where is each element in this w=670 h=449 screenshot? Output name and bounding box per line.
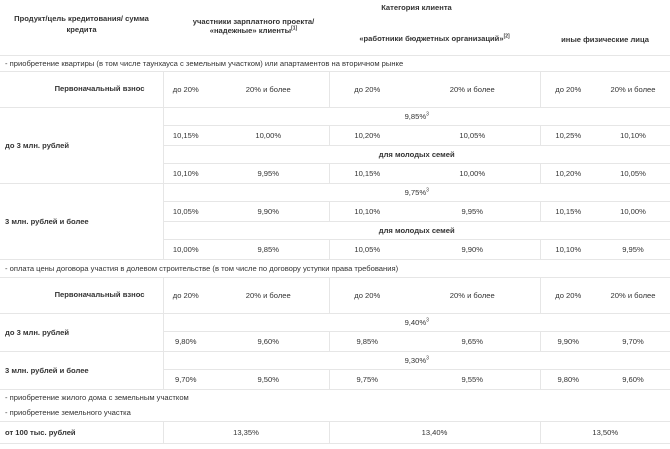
special-rate (163, 107, 670, 125)
rate-cell: 9,65% (405, 331, 540, 351)
col-salary-header (163, 17, 329, 35)
salary-upto20: до 20% (163, 71, 208, 107)
section-land: - приобретение земельного участка (0, 405, 670, 421)
rate-cell: 9,95% (596, 239, 670, 259)
rate-cell: 10,00% (405, 163, 540, 183)
other-from20: 20% и более (596, 71, 670, 107)
rate-cell: 10,15% (163, 125, 208, 145)
rate-cell: 13,50% (540, 421, 670, 443)
rate-cell: 9,75% (329, 369, 405, 389)
rate-cell: 9,85% (208, 239, 329, 259)
rate-cell: 10,05% (596, 163, 670, 183)
rate-cell: 10,15% (329, 163, 405, 183)
section-house: - приобретение жилого дома с земельным участком (5, 392, 189, 402)
footnote-3[interactable]: 3 (426, 316, 429, 323)
rate-cell: 9,80% (163, 331, 208, 351)
rate-cell: 9,55% (405, 369, 540, 389)
footnote-3[interactable]: 3 (426, 110, 429, 117)
down-payment-label: Первоначальный взнос (0, 277, 163, 313)
rate-cell: 9,50% (208, 369, 329, 389)
amount-upto3m: до 3 млн. рублей (0, 313, 163, 351)
col-other-header: иные физические лица (540, 17, 670, 55)
rate-cell: 9,95% (208, 163, 329, 183)
rate-cell: 10,05% (329, 239, 405, 259)
rate-cell: 10,00% (596, 201, 670, 221)
rate-cell: 10,25% (540, 125, 596, 145)
young-families-label: для молодых семей (163, 221, 670, 239)
budget-upto20: до 20% (329, 71, 405, 107)
rate-cell: 10,00% (208, 125, 329, 145)
rate-cell: 13,40% (329, 421, 540, 443)
rate-cell: 10,20% (329, 125, 405, 145)
product-header: Продукт/цель кредитования/ сумма кредита (0, 0, 163, 55)
rate-cell: 9,70% (596, 331, 670, 351)
section-secondary: - приобретение квартиры (в том числе таунхауса с земельным участком) или апартаментов на вторичном рынке (0, 55, 670, 71)
col-budget-header (329, 17, 540, 55)
rate-cell: 9,60% (596, 369, 670, 389)
rate-cell: 9,95% (405, 201, 540, 221)
amount-from3m: 3 млн. рублей и более (0, 351, 163, 389)
footnote-3[interactable]: 3 (426, 186, 429, 193)
other-from20: 20% и более (596, 277, 670, 313)
col-salary-label: участники зарплатного проекта/ «надежные» клиенты (192, 17, 315, 35)
budget-from20: 20% и более (405, 71, 540, 107)
category-header: Категория клиента (381, 3, 452, 12)
rate-cell: 9,85% (329, 331, 405, 351)
salary-from20: 20% и более (208, 71, 329, 107)
other-upto20: до 20% (540, 71, 596, 107)
rate-cell: 10,20% (540, 163, 596, 183)
budget-upto20: до 20% (329, 277, 405, 313)
footnote-2[interactable]: [2] (503, 33, 510, 40)
budget-from20: 20% и более (405, 277, 540, 313)
section-shared: - оплата цены договора участия в долевом строительстве (в том числе по договору уступки права требования) (0, 259, 670, 277)
rate-cell: 10,10% (540, 239, 596, 259)
rate-cell: 9,90% (405, 239, 540, 259)
special-rate (163, 183, 670, 201)
special-rate-value: 9,85% (404, 111, 427, 121)
footnote-1[interactable]: [1] (291, 25, 298, 32)
special-rate (163, 351, 670, 369)
other-upto20: до 20% (540, 277, 596, 313)
amount-from3m: 3 млн. рублей и более (0, 183, 163, 259)
col-budget-label: «работники бюджетных организаций» (359, 34, 504, 44)
rate-cell: 10,10% (163, 163, 208, 183)
special-rate (163, 313, 670, 331)
rate-cell: 10,15% (540, 201, 596, 221)
rate-cell: 9,90% (540, 331, 596, 351)
special-rate-value: 9,40% (404, 317, 427, 327)
salary-upto20: до 20% (163, 277, 208, 313)
amount-from100k: от 100 тыс. рублей (0, 421, 163, 443)
rate-cell: 10,05% (405, 125, 540, 145)
rate-cell: 10,05% (163, 201, 208, 221)
young-families-label: для молодых семей (163, 145, 670, 163)
rate-cell: 10,10% (329, 201, 405, 221)
special-rate-value: 9,75% (404, 187, 427, 197)
rate-cell: 9,60% (208, 331, 329, 351)
footnote-3[interactable]: 3 (426, 354, 429, 361)
rate-cell: 10,00% (163, 239, 208, 259)
amount-upto3m: до 3 млн. рублей (0, 107, 163, 183)
rate-cell: 9,90% (208, 201, 329, 221)
rate-cell: 9,80% (540, 369, 596, 389)
special-rate-value: 9,30% (404, 355, 427, 365)
rate-cell: 13,35% (163, 421, 329, 443)
rate-cell: 10,10% (596, 125, 670, 145)
salary-from20: 20% и более (208, 277, 329, 313)
down-payment-label: Первоначальный взнос (0, 71, 163, 107)
rate-cell: 9,70% (163, 369, 208, 389)
